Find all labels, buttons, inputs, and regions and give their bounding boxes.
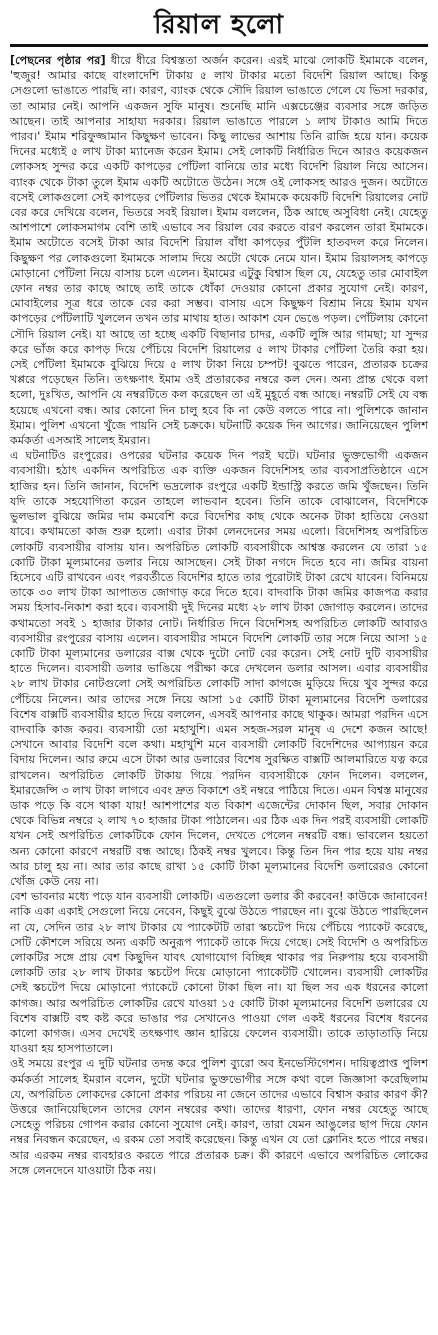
headline-divider — [10, 44, 428, 47]
article-paragraph: বেশ ভাবনার মধ্যে পড়ে যান ব্যবসায়ী লোকটি। এতগুলো ডলার কী করবেন! কাউকে জানাবেন! নাকি একা একাই সেগুলো নিয়ে নেবেন, কিছুই বুঝে উঠতে পারছেন না। বুঝে উঠতে পারছিলেন না যে, সেদিন তার ২৮ লাখ টাকার যে প্যাকেটটি তারা স্কচটেপ দিয়ে পেঁচিয়ে প্যাকেট করেছে, সেটি কৌশলে সরিয়ে অন্য একটি অনুরূপ প্যাকেট তাকে দিয়ে গেছে। সেই বিদেশি ও অপরিচিত লোকটির সঙ্গে প্রায় বেশ কিছুদিন যাবৎ যোগাযোগ বিচ্ছিন্ন থাকার পর নিরুপায় হয়ে ব্যবসায়ী লোকটি তার ২৮ লাখ টাকার স্কচটেপ দিয়ে মোড়ানো প্যাকেটটি খোলেন। ব্যবসায়ী লোকটির সেই স্কচটেপ দিয়ে মোড়ানো প্যাকেটে কোনো টাকা ছিল না। যা ছিল সব এক ধরনের কালো কাগজ। আর অপরিচিত লোকটির রেখে যাওয়া ১৫ কোটি টাকা মূল্যমানের বিদেশি ডলারের যে বিশেষ বাক্সটি বহু কষ্ট করে ভাঙার পর সেখানেও পাওয়া গেল একই ধরনের বিশেষ ধরনের কালো কাগজ। এসব দেখেই তৎক্ষণাৎ জ্ঞান হারিয়ে ফেলেন ব্যবসায়ী। তাকে তাড়াতাড়ি নিয়ে যাওয়া হয় হাসপাতালে। — [10, 890, 428, 1056]
article-paragraph: এ ঘটনাটিও রংপুরের। ওপরের ঘটনার কয়েক দিন পরই ঘটে। ঘটনার ভুক্তভোগী একজন ব্যবসায়ী। হঠাৎ একদিন অপরিচিত এক ব্যক্তি একজন বিদেশিসহ তার ব্যবসাপ্রতিষ্ঠানে এসে হাজির হন। তিনি জানান, বিদেশি ভদ্রলোক রংপুরে একটি ইন্ডাস্ট্রি করতে জমি খুঁজছেন। তিনি যদি তাকে সহযোগিতা করেন তাহলে লাভবান হবেন। তিনি তাকে বোঝালেন, বিদেশিকে ভুলভাল বুঝিয়ে জমির দাম কমবেশি করে বিদেশির কাছ থেকে অনেক টাকা হাতিয়ে নেওয়া যাবে। কথামতো কাজ শুরু হলো। এবার টাকা লেনদেনের সময় এলো। বিদেশিসহ অপরিচিত লোকটি ব্যবসায়ীর বাসায় যান। অপরিচিত লোকটি ব্যবসায়ীকে আশ্বস্ত করলেন যে তারা ১৫ কোটি টাকা মূল্যমানের ডলার নিয়ে আসছেন। সেই টাকা নগদে দিতে হবে না। জমির বায়না হিসেবে এটি রাখবেন এবং পরবর্তীতে বিদেশির হাতে তার পুরোটাই টাকা রেখে যাবেন। বিনিময়ে তাকে ৩০ লাখ টাকা আপাতত জোগাড় করে দিতে হবে। বাদবাকি টাকা জমির কাজপত্র করার সময় হিসাব-নিকাশ করা হবে। ব্যবসায়ী দুই দিনের মধ্যে ২৮ লাখ টাকা জোগাড় করলেন। তাদের কথামতো সবই ১ হাজার টাকার নোট। নির্ধারিত দিনে বিদেশিসহ অপরিচিত লোকটি আবারও ব্যবসায়ীর রংপুরের বাসায় এলেন। ব্যবসায়ীর সামনে বিদেশি লোকটি তার সঙ্গে নিয়ে আসা ১৫ কোটি টাকা মূল্যমানের ডলারের বাক্স থেকে দুটো নোট বের করেন। সেই নোট দুটি ব্যবসায়ীর হাতে দিলেন। ব্যবসায়ী ডলার ভাঙিয়ে পরীক্ষা করে দেখলেন ডলার আসল। এবার ব্যবসায়ীর ২৮ লাখ টাকার নোটগুলো সেই অপরিচিত লোকটি সাদা কাগজে মুড়িয়ে দিয়ে খুব সুন্দর করে পেঁচিয়ে নিলেন। আর তাদের সঙ্গে নিয়ে আসা ১৫ কোটি টাকা মূল্যমানের বিদেশি ডলারের বিশেষ বাক্সটি ব্যবসায়ীর হাতে দিয়ে বললেন, এসবই আপনার কাছে থাকুক। আমরা পরদিন এসে বাদবাকি কাজ করব। ব্যবসায়ী তো মহাখুশি। এমন সহজ-সরল মানুষ এ দেশে কজন আছে! সেখানে আবার বিদেশি বলে কথা। মহাখুশি মনে ব্যবসায়ী লোকটি বিদেশিদের আপ্যায়ন করে বিদায় দিলেন। আর রুমে এসে টাকা আর ডলারের বিশেষ সুরক্ষিত বাক্সটি আলমারিতে যত্ন করে রাখলেন। অপরিচিত লোকটি টাকায় গিয়ে পরদিন ব্যবসায়ীকে ফোন দিলেন। বললেন, ইমারজেন্সি ৩ লাখ টাকা লাগবে এবং দ্রুত বিকাশে ওই নম্বরে পাঠিয়ে দিতে। এমন বিশ্বস্ত মানুষের ডাক পড়ে কি বসে থাকা যায়! আশপাশের যত বিকাশ এজেন্টের দোকান ছিল, সবার দোকান থেকে বিভিন্ন নম্বরে ২ লাখ ৭০ হাজার টাকা পাঠালেন। এর ঠিক এক দিন পরই ব্যবসায়ী লোকটি যখন সেই অপরিচিত লোকটিকে ফোন দিলেন, দেখতে পেলেন নম্বরটি বন্ধ। ভাবলেন হয়তো অন্য কোনো কারণে নম্বরটি বন্ধ আছে। ঠিকই নম্বর খুলবে। কিন্তু তিন দিন পার হয়ে যায় নম্বর আর চালু হয় না। আর তার কাছে রাখা ১৫ কোটি টাকা মূল্যমানের বিদেশি ডলারেরও কোনো খোঁজ কেউ নেয় না। — [10, 449, 428, 888]
article-body — [10, 53, 428, 1178]
article-headline: রিয়াল হলো — [153, 10, 285, 40]
paragraph-text: ধীরে ধীরে বিশ্বস্ততা অর্জন করেন। এরই মাঝে লোকটি ইমামকে বলেন, 'হুজুর! আমার কাছে বাংলাদেশি টাকায় ৫ লাখ টাকার মতো বিদেশি রিয়াল আছে। কিন্তু সেগুলো ভাঙাতে পারছি না। কারণ, ব্যাংক থেকে সৌদি রিয়াল ভাঙাতে গেলে যে ভিসা দরকার, তা আমার নেই। আপনি একজন সুফি মানুষ। শুনেছি মানি এক্সচেঞ্জের ব্যবসার সঙ্গে জড়িত আছেন। তাই আপনার সাহায্য দরকার। রিয়াল ভাঙাতে পারলে ১ লাখ টাকাও আমি দিতে পারব।' ইমাম শরিফুজ্জামান কিছুক্ষণ ভাবেন। কিছু লাভের আশায় তিনি রাজি হয়ে যান। কয়েক দিনের মধ্যেই ৫ লাখ টাকা ম্যানেজ করেন ইমাম। সেই লোকটি নির্ধারিত দিনে আরও কয়েকজন লোকসহ সুন্দর করে একটি কাপড়ের পোঁটলা বানিয়ে তার মধ্যে বিদেশি রিয়াল নিয়ে আসেন। ব্যাংক থেকে টাকা তুলে ইমাম একটি অটোতে উঠেন। সঙ্গে ওই লোকসহ আরও দুজন। অটোতে বসেই লোকগুলো সেই কাপড়ের পোঁটলার ভিতর থেকে ইমামকে কয়েকটি বিদেশি রিয়ালের নোট বের করে দেখিয়ে বলেন, ভিতরে সবই রিয়াল। ইমাম বললেন, ঠিক আছে অসুবিধা নেই। যেহেতু আশপাশে লোকসমাগম বেশি তাই এভাবে সব রিয়াল বের করতে বারণ করলেন তারা ইমামকে। ইমাম অটোতে বসেই টাকা আর বিদেশি রিয়াল বাঁধা কাপড়ের পুঁটলি হাতবদল করে নিলেন। কিছুক্ষণ পর লোকগুলো ইমামকে সালাম দিয়ে অটো থেকে নেমে যান। ইমাম রিয়ালসহ কাপড়ে মোড়ানো পোঁটলা নিয়ে বাসায় চলে এলেন। ইমামের এটুকু বিশ্বাস ছিল যে, যেহেতু তার মোবাইল ফোন নম্বর তার কাছে আছে তাই তাকে ধোঁকা দেওয়ার কোনো প্রকার সুযোগ নেই। কারণ, মোবাইলের সূত্র ধরে তাকে বের করা সম্ভব। বাসায় এসে কিছুক্ষণ বিশ্রাম নিয়ে ইমাম যখন কাপড়ের পোঁটলাটি খুললেন তখন তার মাথায় হাত। আকাশ যেন ভেঙে পড়ল। পোঁটলায় কোনো সৌদি রিয়াল নেই। যা আছে তা হচ্ছে একটি বিছানার চাদর, একটি লুঙ্গি আর গামছা; যা সুন্দর করে ভাঁজ করে কাপড় দিয়ে পেঁচিয়ে বিদেশি রিয়ালের ৫ লাখ টাকার পোঁটলা তৈরি করা হয়। সেই পোঁটলা ইমামকে বুঝিয়ে দিয়ে ৫ লাখ টাকা নিয়ে চম্পট! বুঝতে পারেন, প্রতারক চক্রের খপ্পরে পড়েছেন তিনি। তৎক্ষণাৎ ইমাম ওই প্রতারকের নম্বরে কল দেন। অন্য প্রান্ত থেকে বলা হলো, দুঃখিত, আপনি যে নম্বরটিতে কল করেছেন তা এই মুহূর্তে বন্ধ আছে। নম্বরটি সেই যে বন্ধ হয়েছে এখনো বন্ধ। আর কোনো দিন চালু হবে কি না কেউ বলতে পারে না। পুলিশকে জানান ইমাম। পুলিশ এখনো খুঁজে পায়নি সেই চক্রকে। ঘটনাটি কয়েক দিন আগের। জানিয়েছেন পুলিশ কর্মকর্তা এসআই সালেহ ইমরান। — [10, 54, 428, 448]
continued-label: [পেছনের পৃষ্ঠার পর] — [10, 54, 106, 67]
article-paragraph: ওই সময়ে রংপুর এ দুটি ঘটনার তদন্ত করে পুলিশ ব্যুরো অব ইনভেস্টিগেশন। দায়িত্বপ্রাপ্ত পুলিশ কর্মকর্তা সালেহ ইমরান বলেন, দুটো ঘটনার ভুক্তভোগীর সঙ্গে কথা বলে জিজ্ঞাসা করেছিলাম যে, অপরিচিত লোকদের কোনো প্রকার পরিচয় না জেনে তাদের এভাবে বিশ্বাস করার কারণ কী? উত্তরে জানিয়েছিলেন তাদের ফোন নম্বরের কথা। তাদের ধারণা, ফোন নম্বর যেহেতু আছে সেহেতু পরিচয় গোপন করার কোনো সুযোগ নেই। কারণ, তারা যেমন আঙুলের ছাপ দিয়ে ফোন নম্বর নিবন্ধন করেছেন, এ রকম তো সবাই করেছেন। কিন্তু এখন যে তো ক্লোনিং হতে পারে নম্বর। আর এরকম নম্বর ব্যবহারও করতে পারে প্রতারক চক্র। কী কারণে এভাবে অপরিচিত লোকের সঙ্গে লেনদেনে যাওয়াটা ঠিক নয়। — [10, 1057, 428, 1177]
article-paragraph — [10, 53, 428, 448]
